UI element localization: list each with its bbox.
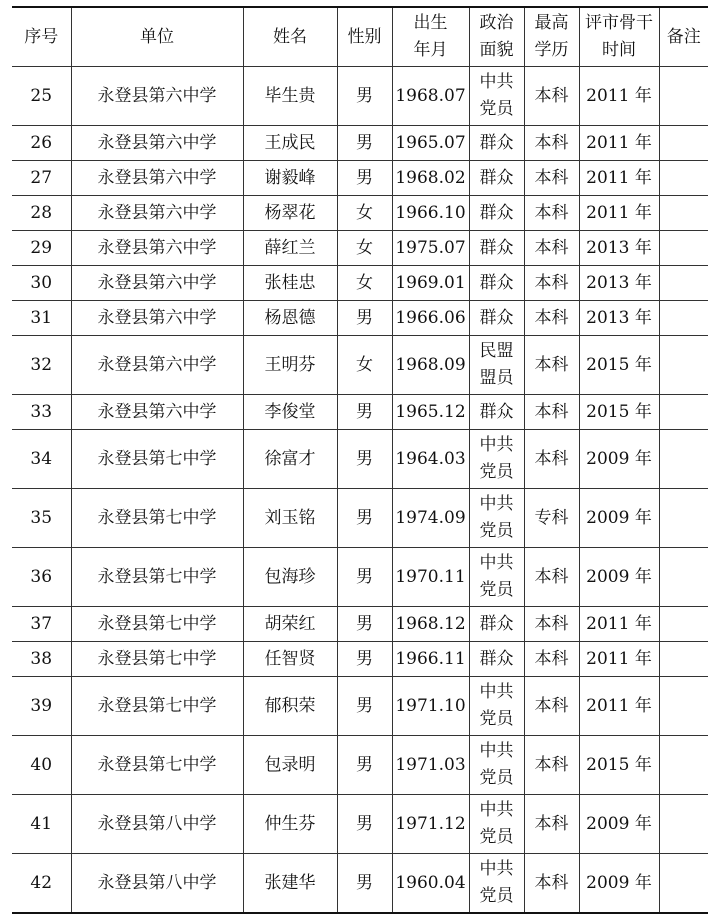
- table-row: [12, 854, 708, 914]
- cell-time: 2015 年: [579, 736, 659, 795]
- cell-seq: 41: [12, 795, 71, 854]
- header-time: 评市骨干 时间: [579, 7, 659, 67]
- cell-name: 郁积荣: [243, 677, 337, 736]
- cell-political: 群众: [469, 607, 524, 642]
- teacher-roster-table: [12, 6, 708, 914]
- table-row: [12, 736, 708, 795]
- cell-time: 2011 年: [579, 161, 659, 196]
- cell-education: 本科: [524, 395, 579, 430]
- table-row: [12, 395, 708, 430]
- cell-seq: 34: [12, 430, 71, 489]
- cell-time: 2011 年: [579, 642, 659, 677]
- table-row: [12, 266, 708, 301]
- header-education: 最高 学历: [524, 7, 579, 67]
- cell-seq: 32: [12, 336, 71, 395]
- cell-political: 中共 党员: [469, 430, 524, 489]
- cell-time: 2011 年: [579, 67, 659, 126]
- cell-unit: 永登县第八中学: [71, 795, 243, 854]
- cell-education: 本科: [524, 196, 579, 231]
- cell-birth: 1975.07: [392, 231, 469, 266]
- cell-political: 群众: [469, 395, 524, 430]
- cell-note: [659, 642, 708, 677]
- cell-gender: 男: [337, 736, 392, 795]
- cell-political: 中共 党员: [469, 854, 524, 914]
- cell-note: [659, 854, 708, 914]
- cell-unit: 永登县第六中学: [71, 67, 243, 126]
- cell-unit: 永登县第七中学: [71, 736, 243, 795]
- cell-gender: 男: [337, 795, 392, 854]
- cell-education: 本科: [524, 795, 579, 854]
- cell-unit: 永登县第六中学: [71, 196, 243, 231]
- cell-time: 2009 年: [579, 795, 659, 854]
- cell-time: 2009 年: [579, 489, 659, 548]
- cell-time: 2013 年: [579, 231, 659, 266]
- cell-gender: 女: [337, 336, 392, 395]
- cell-name: 包海珍: [243, 548, 337, 607]
- cell-education: 本科: [524, 231, 579, 266]
- table-row: [12, 126, 708, 161]
- cell-birth: 1971.10: [392, 677, 469, 736]
- cell-gender: 男: [337, 126, 392, 161]
- cell-unit: 永登县第七中学: [71, 548, 243, 607]
- cell-birth: 1966.11: [392, 642, 469, 677]
- cell-birth: 1966.06: [392, 301, 469, 336]
- cell-unit: 永登县第七中学: [71, 677, 243, 736]
- cell-unit: 永登县第六中学: [71, 126, 243, 161]
- cell-seq: 38: [12, 642, 71, 677]
- cell-time: 2009 年: [579, 430, 659, 489]
- cell-unit: 永登县第六中学: [71, 301, 243, 336]
- cell-gender: 男: [337, 548, 392, 607]
- cell-name: 仲生芬: [243, 795, 337, 854]
- cell-unit: 永登县第八中学: [71, 854, 243, 914]
- cell-time: 2015 年: [579, 336, 659, 395]
- cell-gender: 男: [337, 430, 392, 489]
- header-gender: 性别: [337, 7, 392, 67]
- table-row: [12, 677, 708, 736]
- cell-political: 群众: [469, 126, 524, 161]
- cell-education: 本科: [524, 736, 579, 795]
- cell-education: 专科: [524, 489, 579, 548]
- cell-political: 群众: [469, 642, 524, 677]
- table-row: [12, 489, 708, 548]
- cell-note: [659, 161, 708, 196]
- cell-education: 本科: [524, 301, 579, 336]
- table-row: [12, 301, 708, 336]
- cell-note: [659, 795, 708, 854]
- cell-name: 任智贤: [243, 642, 337, 677]
- cell-note: [659, 430, 708, 489]
- cell-name: 杨翠花: [243, 196, 337, 231]
- cell-political: 群众: [469, 196, 524, 231]
- cell-education: 本科: [524, 126, 579, 161]
- cell-political: 中共 党员: [469, 489, 524, 548]
- cell-seq: 30: [12, 266, 71, 301]
- cell-name: 杨恩德: [243, 301, 337, 336]
- cell-seq: 27: [12, 161, 71, 196]
- cell-name: 张桂忠: [243, 266, 337, 301]
- cell-name: 包录明: [243, 736, 337, 795]
- cell-seq: 40: [12, 736, 71, 795]
- cell-name: 毕生贵: [243, 67, 337, 126]
- cell-note: [659, 395, 708, 430]
- cell-time: 2013 年: [579, 266, 659, 301]
- cell-political: 群众: [469, 231, 524, 266]
- table-row: [12, 642, 708, 677]
- cell-gender: 女: [337, 231, 392, 266]
- cell-gender: 男: [337, 395, 392, 430]
- cell-note: [659, 489, 708, 548]
- table-body: [12, 67, 708, 914]
- cell-unit: 永登县第七中学: [71, 607, 243, 642]
- cell-seq: 28: [12, 196, 71, 231]
- cell-birth: 1960.04: [392, 854, 469, 914]
- cell-political: 中共 党员: [469, 736, 524, 795]
- cell-note: [659, 607, 708, 642]
- cell-time: 2013 年: [579, 301, 659, 336]
- cell-unit: 永登县第七中学: [71, 430, 243, 489]
- cell-seq: 29: [12, 231, 71, 266]
- table-row: [12, 548, 708, 607]
- cell-education: 本科: [524, 266, 579, 301]
- cell-political: 民盟 盟员: [469, 336, 524, 395]
- cell-gender: 男: [337, 67, 392, 126]
- cell-education: 本科: [524, 677, 579, 736]
- cell-note: [659, 126, 708, 161]
- cell-note: [659, 301, 708, 336]
- table-row: [12, 67, 708, 126]
- cell-education: 本科: [524, 642, 579, 677]
- cell-name: 李俊堂: [243, 395, 337, 430]
- cell-time: 2011 年: [579, 126, 659, 161]
- cell-time: 2011 年: [579, 607, 659, 642]
- cell-seq: 25: [12, 67, 71, 126]
- cell-birth: 1966.10: [392, 196, 469, 231]
- header-birth: 出生 年月: [392, 7, 469, 67]
- cell-birth: 1969.01: [392, 266, 469, 301]
- table-row: [12, 607, 708, 642]
- cell-birth: 1968.09: [392, 336, 469, 395]
- cell-gender: 男: [337, 161, 392, 196]
- cell-birth: 1965.12: [392, 395, 469, 430]
- cell-education: 本科: [524, 854, 579, 914]
- cell-time: 2009 年: [579, 854, 659, 914]
- cell-gender: 男: [337, 301, 392, 336]
- table-row: [12, 336, 708, 395]
- cell-gender: 男: [337, 489, 392, 548]
- cell-gender: 男: [337, 854, 392, 914]
- cell-note: [659, 548, 708, 607]
- cell-seq: 42: [12, 854, 71, 914]
- cell-note: [659, 336, 708, 395]
- cell-seq: 35: [12, 489, 71, 548]
- cell-unit: 永登县第六中学: [71, 336, 243, 395]
- header-note: 备注: [659, 7, 708, 67]
- cell-note: [659, 677, 708, 736]
- cell-seq: 36: [12, 548, 71, 607]
- cell-unit: 永登县第六中学: [71, 161, 243, 196]
- table-row: [12, 231, 708, 266]
- header-name: 姓名: [243, 7, 337, 67]
- cell-seq: 26: [12, 126, 71, 161]
- cell-note: [659, 736, 708, 795]
- cell-seq: 39: [12, 677, 71, 736]
- cell-note: [659, 231, 708, 266]
- cell-unit: 永登县第七中学: [71, 489, 243, 548]
- cell-education: 本科: [524, 336, 579, 395]
- cell-birth: 1968.02: [392, 161, 469, 196]
- cell-name: 徐富才: [243, 430, 337, 489]
- cell-birth: 1971.12: [392, 795, 469, 854]
- cell-unit: 永登县第六中学: [71, 395, 243, 430]
- cell-seq: 37: [12, 607, 71, 642]
- cell-political: 群众: [469, 161, 524, 196]
- table-row: [12, 161, 708, 196]
- cell-gender: 男: [337, 642, 392, 677]
- cell-time: 2011 年: [579, 677, 659, 736]
- table-row: [12, 430, 708, 489]
- cell-gender: 女: [337, 266, 392, 301]
- cell-time: 2009 年: [579, 548, 659, 607]
- cell-birth: 1974.09: [392, 489, 469, 548]
- cell-seq: 33: [12, 395, 71, 430]
- cell-gender: 男: [337, 607, 392, 642]
- cell-name: 王成民: [243, 126, 337, 161]
- cell-time: 2015 年: [579, 395, 659, 430]
- cell-birth: 1970.11: [392, 548, 469, 607]
- cell-note: [659, 67, 708, 126]
- cell-political: 群众: [469, 266, 524, 301]
- cell-unit: 永登县第七中学: [71, 642, 243, 677]
- cell-name: 王明芬: [243, 336, 337, 395]
- cell-time: 2011 年: [579, 196, 659, 231]
- cell-name: 谢毅峰: [243, 161, 337, 196]
- header-seq: 序号: [12, 7, 71, 67]
- cell-political: 中共 党员: [469, 677, 524, 736]
- cell-note: [659, 196, 708, 231]
- table-row: [12, 795, 708, 854]
- cell-unit: 永登县第六中学: [71, 231, 243, 266]
- table-row: [12, 196, 708, 231]
- cell-political: 中共 党员: [469, 795, 524, 854]
- cell-unit: 永登县第六中学: [71, 266, 243, 301]
- cell-name: 张建华: [243, 854, 337, 914]
- cell-birth: 1964.03: [392, 430, 469, 489]
- cell-seq: 31: [12, 301, 71, 336]
- cell-education: 本科: [524, 607, 579, 642]
- cell-gender: 男: [337, 677, 392, 736]
- cell-birth: 1971.03: [392, 736, 469, 795]
- cell-name: 胡荣红: [243, 607, 337, 642]
- cell-education: 本科: [524, 430, 579, 489]
- cell-political: 中共 党员: [469, 548, 524, 607]
- header-unit: 单位: [71, 7, 243, 67]
- cell-birth: 1965.07: [392, 126, 469, 161]
- cell-name: 刘玉铭: [243, 489, 337, 548]
- header-political: 政治 面貌: [469, 7, 524, 67]
- cell-gender: 女: [337, 196, 392, 231]
- cell-education: 本科: [524, 548, 579, 607]
- cell-note: [659, 266, 708, 301]
- cell-birth: 1968.12: [392, 607, 469, 642]
- cell-education: 本科: [524, 161, 579, 196]
- cell-name: 薛红兰: [243, 231, 337, 266]
- cell-political: 中共 党员: [469, 67, 524, 126]
- header-row: [12, 7, 708, 67]
- cell-political: 群众: [469, 301, 524, 336]
- cell-education: 本科: [524, 67, 579, 126]
- cell-birth: 1968.07: [392, 67, 469, 126]
